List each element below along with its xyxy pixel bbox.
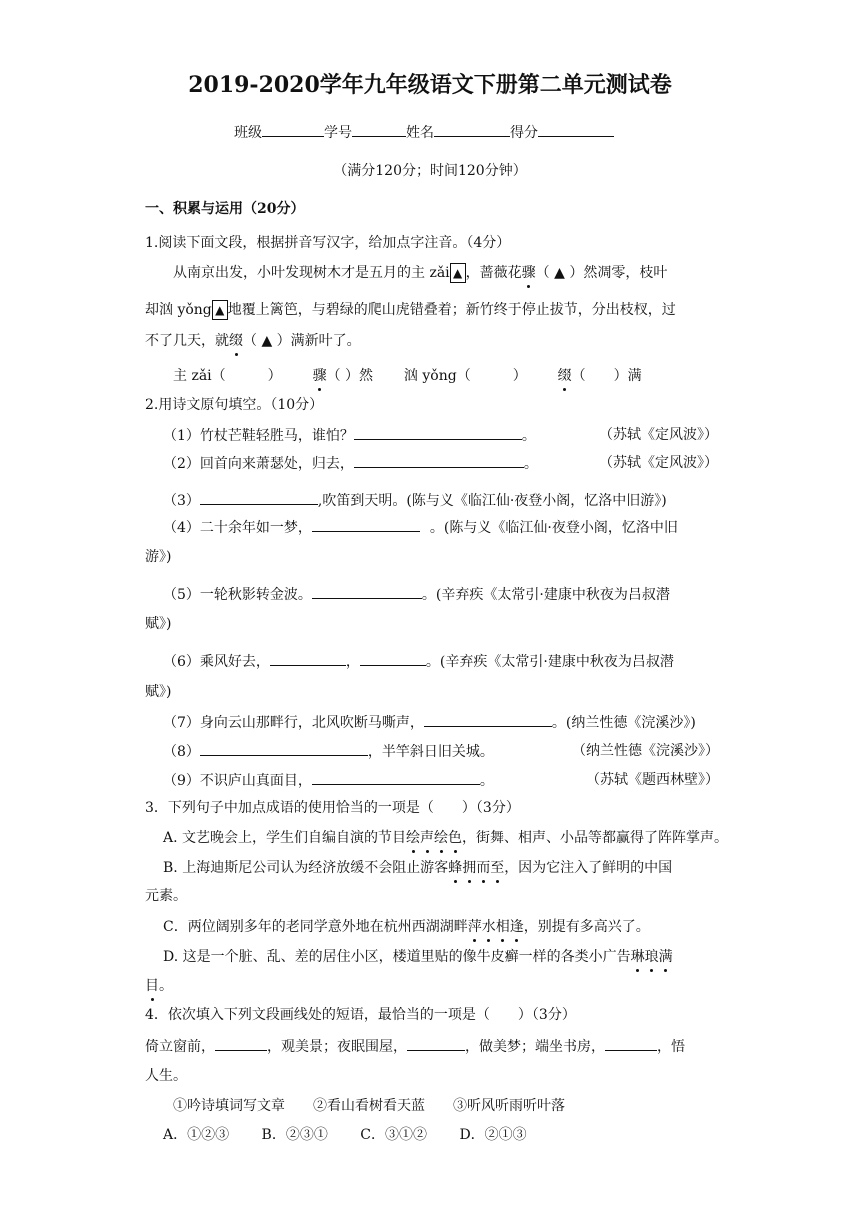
q1-text: 地覆上篱笆，与碧绿的爬山虎错叠着；新竹终于停止拔节，分出枝杈，过: [227, 302, 676, 318]
q2-text: 。(纳兰性德《浣溪沙》): [551, 715, 696, 731]
q2-wrap: 赋》): [145, 616, 172, 632]
q2-text: （3）: [163, 493, 200, 509]
dotted-char: 骤: [521, 265, 536, 281]
q4-text: ，观美景；夜眠围屋，: [267, 1039, 407, 1055]
q2-text: （1）竹杖芒鞋轻胜马，谁怕？: [163, 428, 354, 444]
student-info-row: [234, 122, 614, 143]
fill-blank[interactable]: [200, 490, 318, 505]
section-heading: 一、积累与运用（20分）: [145, 201, 305, 217]
q2-item: [163, 517, 678, 538]
answer-zhou[interactable]: （ ）然: [326, 368, 374, 384]
dotted-char: 蜂: [448, 860, 463, 876]
q4-text: 倚立窗前，: [145, 1039, 215, 1055]
q2-item: [163, 453, 538, 474]
fill-blank[interactable]: [360, 651, 426, 666]
dotted-char: 绘: [406, 830, 421, 846]
q2-item: [163, 490, 667, 511]
q2-text: ，半竿斜日旧关城。: [367, 744, 494, 760]
q2-source: （纳兰性德《浣溪沙》）: [572, 743, 719, 759]
dotted-char: 琅: [644, 949, 659, 965]
dotted-char: 琳: [630, 949, 645, 965]
q3-wrap: 元素。: [145, 888, 187, 904]
q2-text: 。: [523, 456, 538, 472]
q1-text: ，蔷薇花: [465, 265, 522, 281]
q4-text: ，做美梦；端坐书房，: [465, 1039, 605, 1055]
q3-option-a[interactable]: [163, 828, 728, 848]
q1-text: （ ▲ ）然凋零，枝叶: [535, 265, 668, 281]
q2-source: （苏轼《题西林壁》）: [586, 772, 719, 788]
q2-item: [163, 651, 674, 672]
dotted-idiom: [468, 919, 524, 935]
q2-text: （8）: [163, 744, 200, 760]
q2-prompt: 2.用诗文原句填空。（10分）: [145, 397, 324, 413]
score-label: 得分: [510, 125, 538, 141]
q2-text: （6）乘风好去，: [163, 654, 270, 670]
q3-text: A. 文艺晚会上，学生们自编自演的节目: [163, 830, 407, 846]
fill-blank[interactable]: [407, 1036, 465, 1051]
q4-wrap: 人生。: [145, 1068, 187, 1084]
answer-box[interactable]: ▲: [212, 300, 228, 320]
q4-prompt: 4．依次填入下列文段画线处的短语，最恰当的一项是（ ）（3分）: [145, 1007, 576, 1023]
q2-text: ，: [345, 654, 360, 670]
q2-item: [163, 584, 670, 605]
q4-choices[interactable]: A．①②③ B．②③① C．③①② D．②①③: [163, 1127, 527, 1143]
q1-prompt: 1.阅读下面文段，根据拼音写汉字，给加点字注音。（4分）: [145, 235, 511, 251]
q3-option-b[interactable]: [163, 858, 672, 878]
dotted-idiom: [448, 860, 504, 876]
q2-text: 。: [521, 428, 536, 444]
q4-text: ，悟: [657, 1039, 685, 1055]
fill-blank[interactable]: [215, 1036, 267, 1051]
fill-blank[interactable]: [270, 651, 346, 666]
answer-zai[interactable]: 主 zǎi（ ）: [173, 368, 282, 384]
q3-prompt: 3．下列句子中加点成语的使用恰当的一项是（ ）（3分）: [145, 800, 520, 816]
name-field[interactable]: [434, 122, 510, 137]
q2-source: （苏轼《定风波》）: [599, 455, 718, 471]
dotted-char: 缀: [229, 333, 243, 349]
dotted-char: 缀: [557, 368, 572, 384]
q1-text: （ ▲ ）满新叶了。: [243, 333, 361, 349]
number-field[interactable]: [352, 122, 406, 137]
dotted-idiom: [631, 949, 673, 965]
fill-blank[interactable]: [312, 770, 480, 785]
q2-item: [163, 741, 494, 762]
dotted-char: 骤: [312, 368, 327, 384]
q3-text: C．两位阔别多年的老同学意外地在杭州西湖湖畔: [163, 919, 468, 935]
q2-text: （9）不识庐山真面目，: [163, 773, 312, 789]
q2-text: 。: [479, 773, 494, 789]
exam-meta: （满分120分；时间120分钟）: [333, 163, 527, 179]
q2-text: （2）回首向来萧瑟处，归去，: [163, 456, 354, 472]
fill-blank[interactable]: [312, 584, 422, 599]
q3-wrap: [145, 976, 173, 996]
dotted-char: 而: [476, 860, 491, 876]
q4-passage-line: [145, 1036, 685, 1057]
dotted-char: 绘: [434, 830, 449, 846]
q4-options: ①吟诗填词写文章 ②看山看树看天蓝 ③听风听雨听叶落: [173, 1098, 565, 1114]
q1-text: 不了几天，就: [145, 333, 229, 349]
q3-option-d[interactable]: [163, 947, 673, 967]
q2-source: （苏轼《定风波》）: [599, 427, 718, 443]
q3-text: ，别提有多高兴了。: [523, 919, 650, 935]
q1-passage-line: [145, 331, 361, 351]
q2-text: 。(辛弃疾《太常引·建康中秋夜为吕叔潜: [425, 654, 674, 670]
name-label: 姓名: [406, 125, 434, 141]
dotted-char: 逢: [509, 919, 524, 935]
q2-item: [163, 712, 696, 733]
number-label: 学号: [324, 125, 352, 141]
dotted-char: 色: [448, 830, 463, 846]
answer-yong[interactable]: 汹 yǒng（ ）: [403, 368, 527, 384]
dotted-char: 拥: [462, 860, 477, 876]
fill-blank[interactable]: [354, 425, 522, 440]
answer-zhui[interactable]: （ ）满: [571, 368, 642, 384]
q3-text: ，街舞、相声、小品等都赢得了阵阵掌声。: [462, 830, 729, 846]
q2-text: ,吹笛到天明。(陈与义《临江仙·夜登小阁，忆洛中旧游》): [317, 493, 667, 509]
q1-text: 却汹 yǒng: [145, 302, 212, 318]
class-field[interactable]: [262, 122, 324, 137]
fill-blank[interactable]: [312, 517, 420, 532]
q1-passage-line: [145, 300, 676, 320]
dotted-char: 至: [490, 860, 505, 876]
fill-blank[interactable]: [605, 1036, 657, 1051]
fill-blank[interactable]: [200, 741, 368, 756]
q2-text: 。(辛弃疾《太常引·建康中秋夜为吕叔潜: [421, 587, 670, 603]
q2-item: [163, 770, 494, 791]
q3-text: 。: [159, 978, 173, 994]
q2-wrap: 游》): [145, 549, 172, 565]
dotted-char: 水: [481, 919, 496, 935]
class-label: 班级: [234, 125, 262, 141]
answer-box[interactable]: ▲: [450, 263, 466, 283]
q2-text: （4）二十余年如一梦，: [163, 520, 312, 536]
q2-wrap: 赋》): [145, 684, 172, 700]
page-title: 2019-2020学年九年级语文下册第二单元测试卷: [188, 72, 672, 98]
q2-item: [163, 425, 536, 446]
q1-passage-line: [173, 263, 667, 283]
dotted-char: 相: [495, 919, 510, 935]
dotted-char: 目: [145, 978, 159, 994]
dotted-char: 满: [658, 949, 673, 965]
q2-text: （7）身向云山那畔行，北风吹断马嘶声，: [163, 715, 424, 731]
q3-text: ，因为它注入了鲜明的中国: [504, 860, 673, 876]
q2-text: 。(陈与义《临江仙·夜登小阁，忆洛中旧: [429, 520, 678, 536]
q2-text: （5）一轮秋影转金波。: [163, 587, 312, 603]
q3-option-c[interactable]: [163, 917, 650, 937]
fill-blank[interactable]: [354, 453, 524, 468]
dotted-char: 萍: [467, 919, 482, 935]
q1-text: 从南京出发，小叶发现树木才是五月的主 zǎi: [173, 265, 450, 281]
q3-text: B. 上海迪斯尼公司认为经济放缓不会阻止游客: [163, 860, 449, 876]
dotted-idiom: [406, 830, 462, 846]
q1-answer-row: [173, 366, 642, 386]
q3-text: D. 这是一个脏、乱、差的居住小区，楼道里贴的像牛皮癣一样的各类小广告: [163, 949, 631, 965]
fill-blank[interactable]: [424, 712, 552, 727]
dotted-char: 声: [420, 830, 435, 846]
score-field[interactable]: [538, 122, 614, 137]
